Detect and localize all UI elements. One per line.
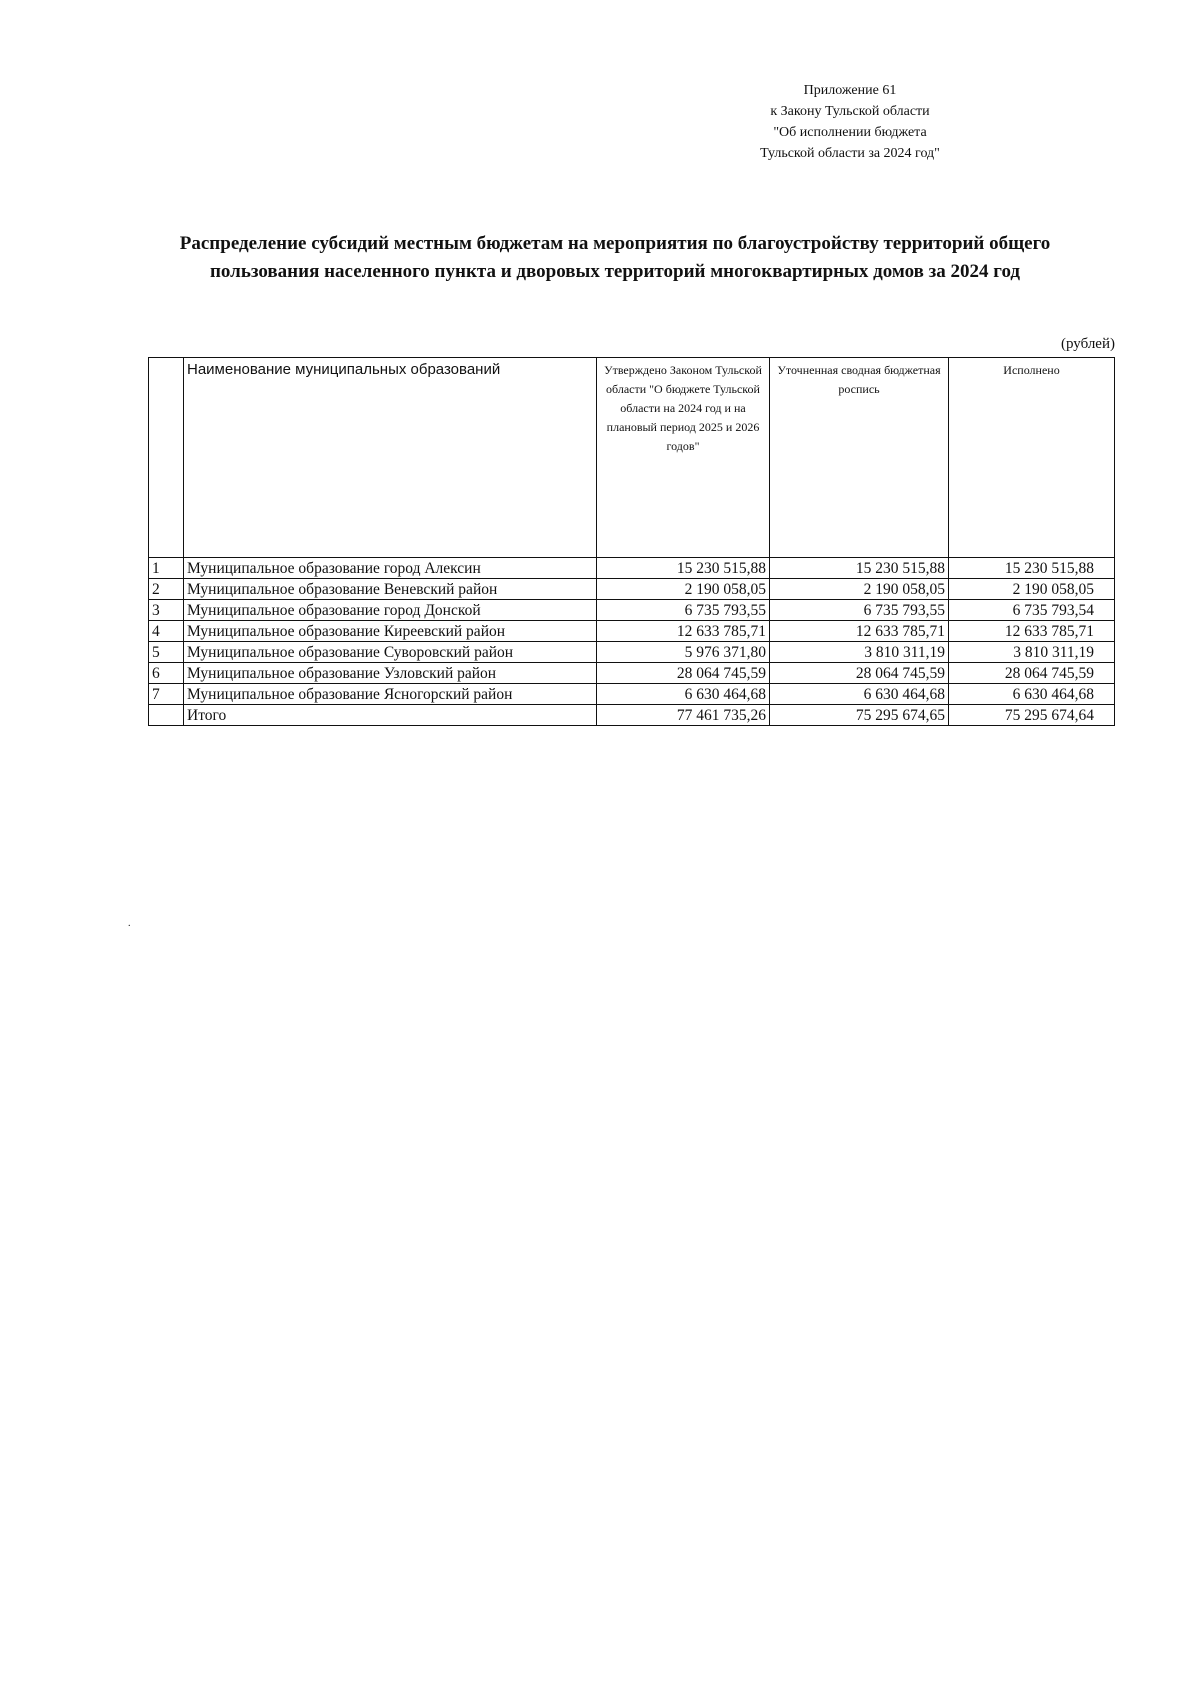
total-refined: 75 295 674,65 [770, 705, 949, 726]
appendix-block [700, 80, 1000, 164]
header-approved: Утверждено Законом Тульской области "О бюджете Тульской области на 2024 год и на плановый период 2025 и 2026 годов" [597, 358, 770, 558]
header-executed: Исполнено [949, 358, 1115, 558]
row-index: 1 [149, 558, 184, 579]
table-row [149, 579, 1115, 600]
total-row [149, 705, 1115, 726]
row-index: 2 [149, 579, 184, 600]
row-executed: 2 190 058,05 [949, 579, 1115, 600]
total-index [149, 705, 184, 726]
row-name: Муниципальное образование Суворовский район [184, 642, 597, 663]
row-name: Муниципальное образование Веневский район [184, 579, 597, 600]
row-approved: 6 735 793,55 [597, 600, 770, 621]
table-row [149, 684, 1115, 705]
table-row [149, 621, 1115, 642]
row-refined: 6 735 793,55 [770, 600, 949, 621]
subsidy-table [148, 357, 1115, 726]
header-refined: Уточненная сводная бюджетная роспись [770, 358, 949, 558]
row-refined: 28 064 745,59 [770, 663, 949, 684]
row-approved: 6 630 464,68 [597, 684, 770, 705]
row-refined: 6 630 464,68 [770, 684, 949, 705]
row-approved: 2 190 058,05 [597, 579, 770, 600]
appendix-line-3: "Об исполнении бюджета [773, 125, 927, 140]
row-executed: 3 810 311,19 [949, 642, 1115, 663]
row-name: Муниципальное образование Киреевский район [184, 621, 597, 642]
table-header-row [149, 358, 1115, 558]
row-name: Муниципальное образование Узловский район [184, 663, 597, 684]
table-row [149, 558, 1115, 579]
appendix-line-4: Тульской области за 2024 год" [760, 146, 940, 161]
header-index [149, 358, 184, 558]
total-approved: 77 461 735,26 [597, 705, 770, 726]
row-name: Муниципальное образование город Донской [184, 600, 597, 621]
row-index: 3 [149, 600, 184, 621]
units-label: (рублей) [1060, 336, 1115, 352]
row-index: 4 [149, 621, 184, 642]
row-approved: 12 633 785,71 [597, 621, 770, 642]
appendix-line-2: к Закону Тульской области [770, 104, 930, 119]
appendix-line-1: Приложение 61 [803, 83, 897, 98]
row-approved: 5 976 371,80 [597, 642, 770, 663]
row-refined: 12 633 785,71 [770, 621, 949, 642]
row-refined: 3 810 311,19 [770, 642, 949, 663]
document-title: Распределение субсидий местным бюджетам на мероприятия по благоустройству территорий общего пользования населенного пункта и дворовых территорий многоквартирных домов за 2024 год [179, 233, 1051, 282]
row-refined: 2 190 058,05 [770, 579, 949, 600]
total-label: Итого [184, 705, 597, 726]
row-executed: 6 735 793,54 [949, 600, 1115, 621]
row-approved: 28 064 745,59 [597, 663, 770, 684]
table-row [149, 642, 1115, 663]
row-executed: 12 633 785,71 [949, 621, 1115, 642]
total-executed: 75 295 674,64 [949, 705, 1115, 726]
table-row [149, 600, 1115, 621]
row-name: Муниципальное образование Ясногорский район [184, 684, 597, 705]
table-row [149, 663, 1115, 684]
row-approved: 15 230 515,88 [597, 558, 770, 579]
row-executed: 28 064 745,59 [949, 663, 1115, 684]
row-name: Муниципальное образование город Алексин [184, 558, 597, 579]
row-index: 6 [149, 663, 184, 684]
stray-mark: . [128, 918, 131, 929]
row-index: 5 [149, 642, 184, 663]
header-name: Наименование муниципальных образований [184, 358, 597, 558]
row-index: 7 [149, 684, 184, 705]
row-refined: 15 230 515,88 [770, 558, 949, 579]
row-executed: 6 630 464,68 [949, 684, 1115, 705]
row-executed: 15 230 515,88 [949, 558, 1115, 579]
